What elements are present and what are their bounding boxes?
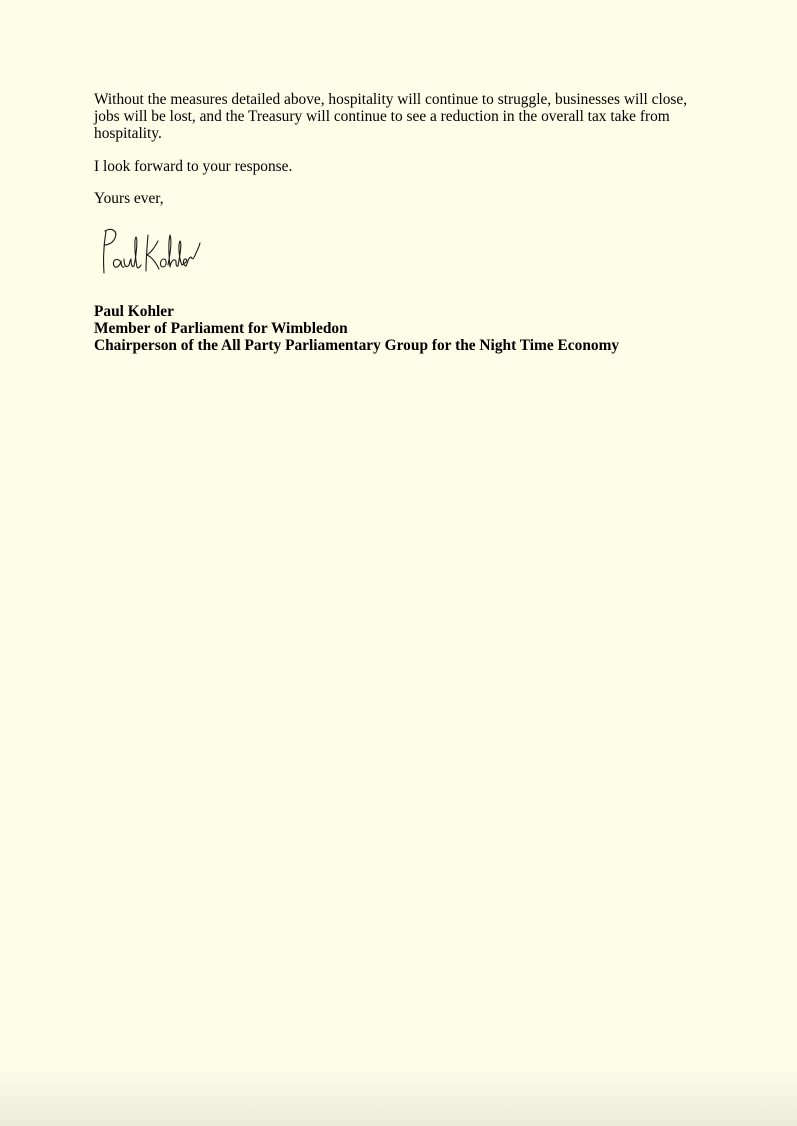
signatory-role-mp: Member of Parliament for Wimbledon	[94, 320, 348, 337]
response-request-paragraph: I look forward to your response.	[94, 158, 293, 175]
closing-paragraph: Without the measures detailed above, hospitality will continue to struggle, businesses will close, jobs will be lost, and the Treasury will continue to see a reduction in the overall tax take from hospitality.	[94, 91, 688, 142]
handwritten-signature	[96, 221, 206, 281]
letter-body	[94, 91, 714, 354]
valediction: Yours ever,	[94, 190, 164, 207]
signatory-role-chair: Chairperson of the All Party Parliamentary Group for the Night Time Economy	[94, 337, 620, 354]
signatory-name: Paul Kohler	[94, 303, 174, 320]
signature-block	[94, 303, 714, 354]
page-bottom-shadow	[0, 1064, 797, 1126]
